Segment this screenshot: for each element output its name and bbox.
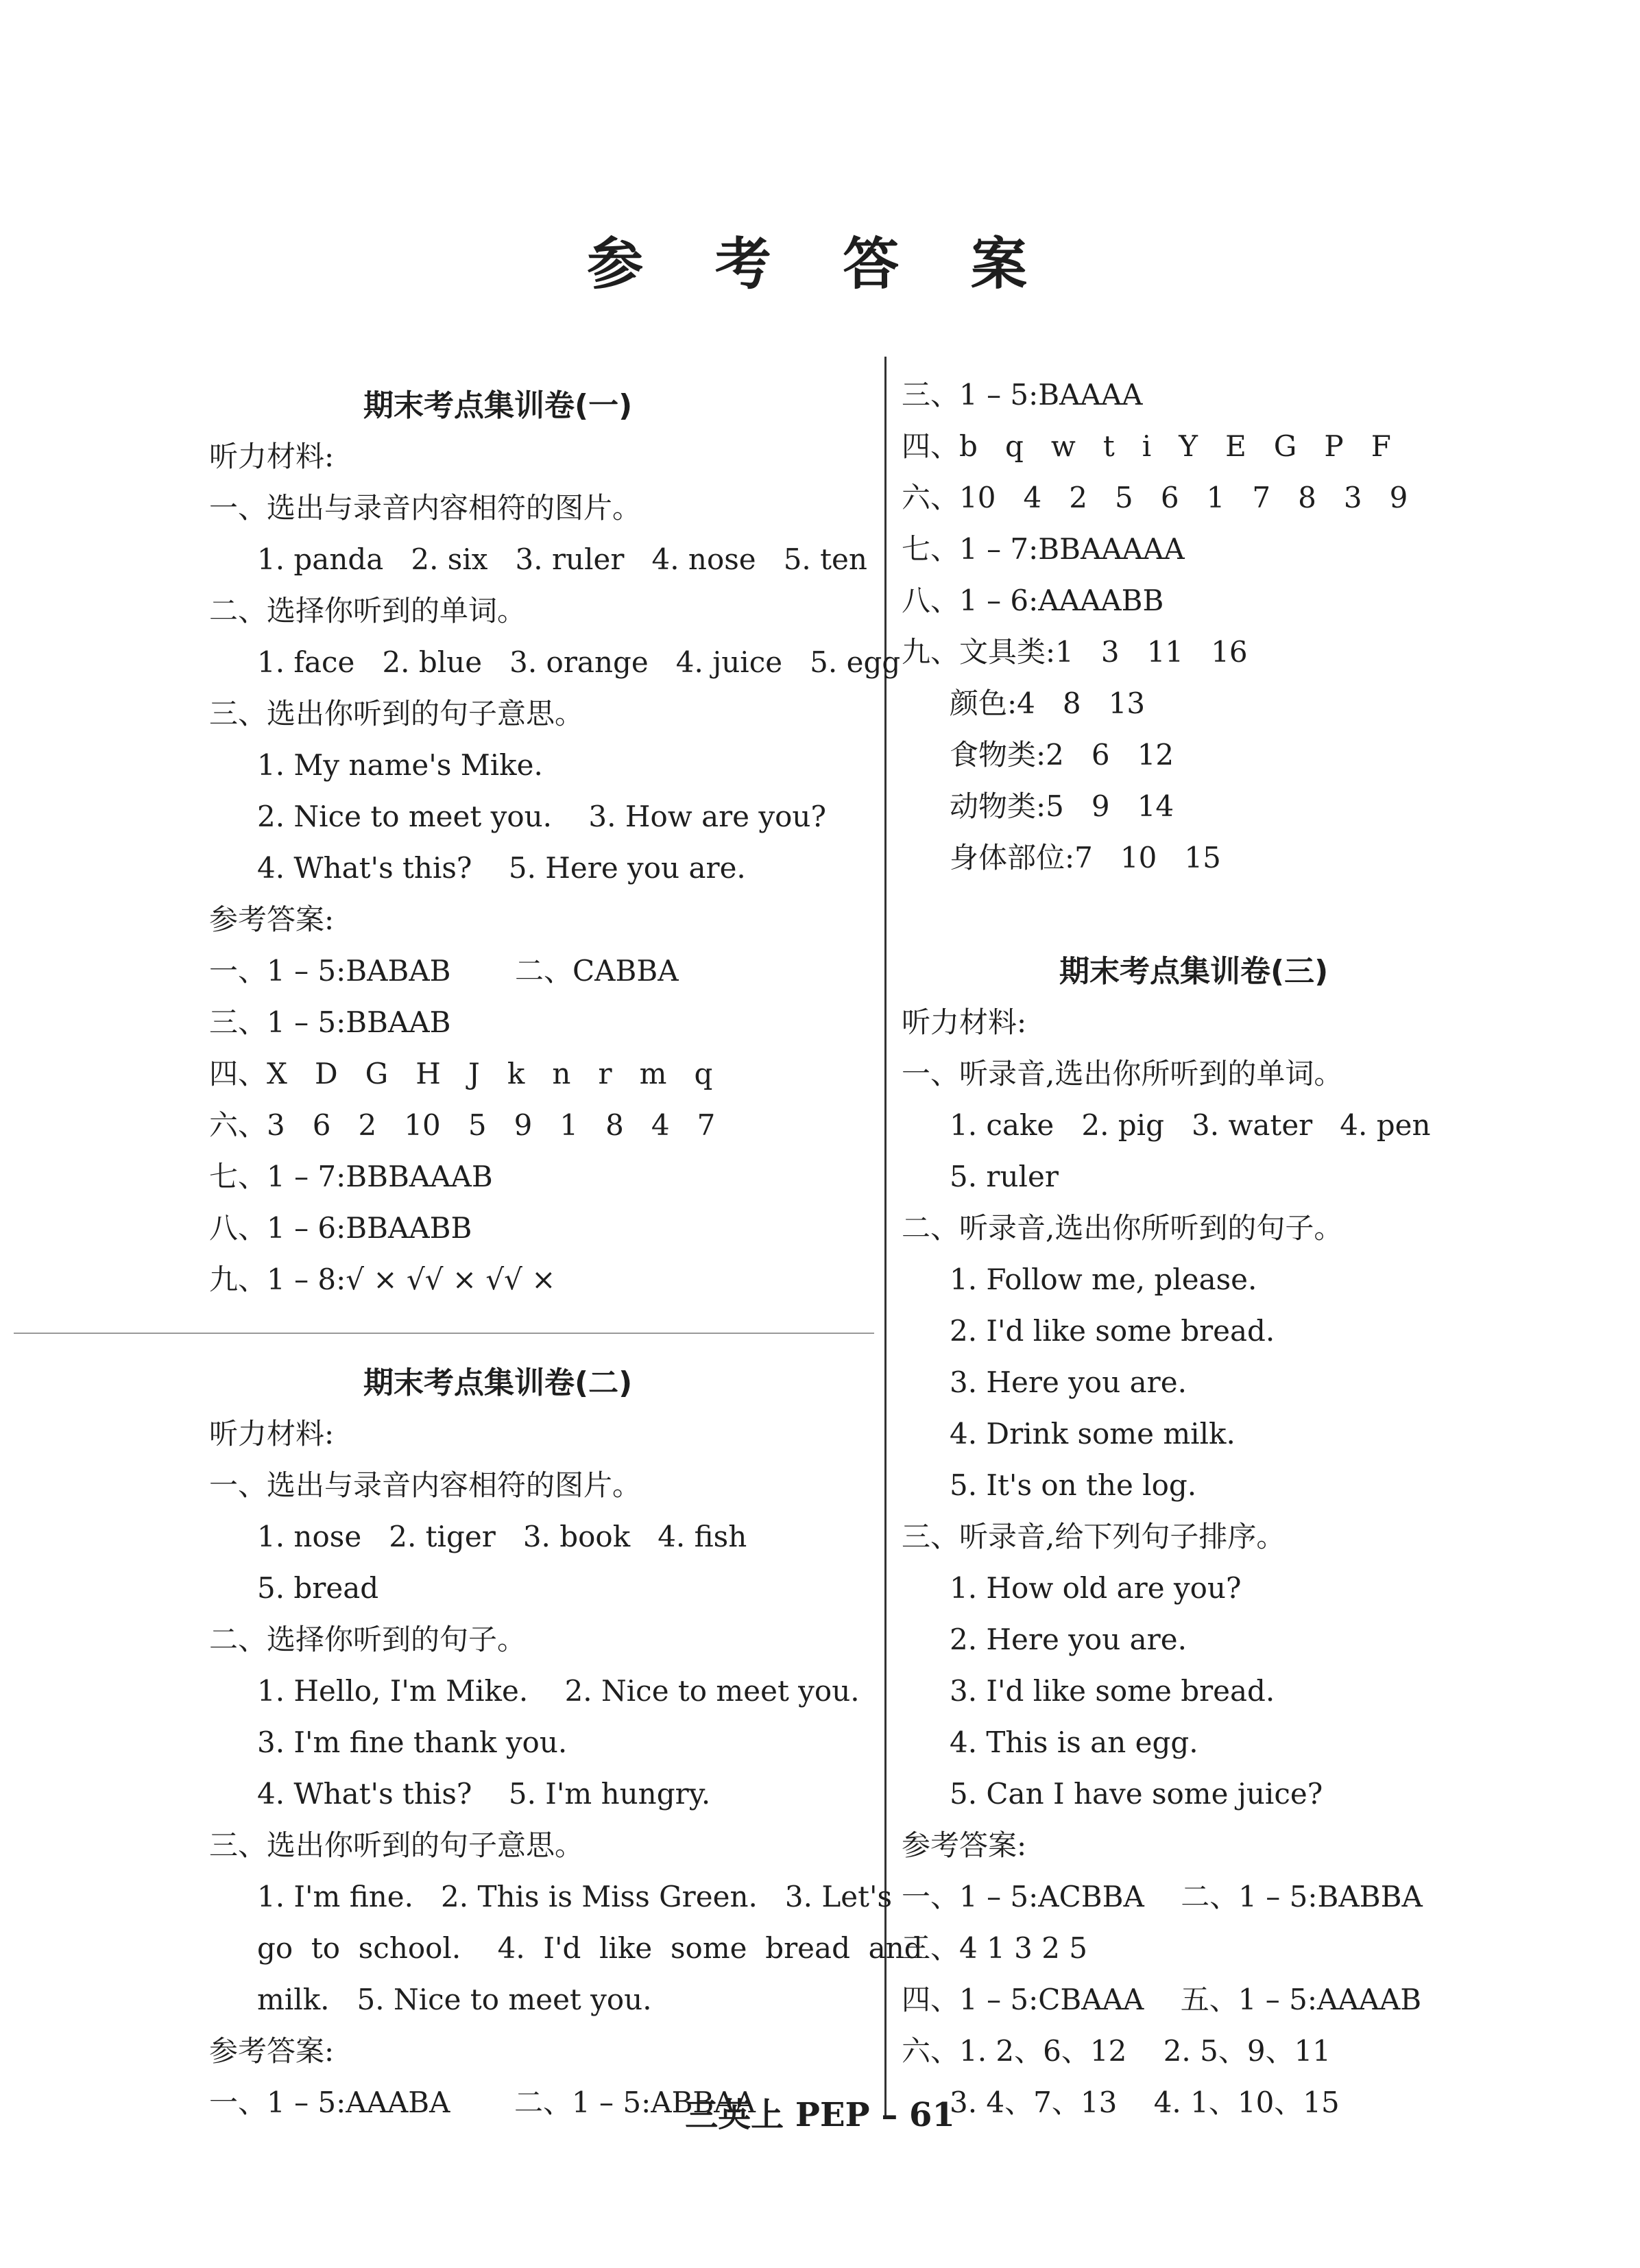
section-title-2: 期末考点集训卷(二) (363, 1365, 633, 1400)
text-line: 八、1 – 6:BBAABB (209, 1211, 472, 1245)
text-line: 5. ruler (950, 1160, 1059, 1193)
text-line: 听力材料: (209, 440, 335, 473)
text-line: 三、选出你听到的句子意思。 (209, 1828, 584, 1862)
text-line: 4. Drink some milk. (950, 1417, 1235, 1451)
text-line: 食物类:2 6 12 (950, 738, 1174, 772)
text-line: 二、选择你听到的句子。 (209, 1623, 527, 1656)
text-line: 九、文具类:1 3 11 16 (902, 635, 1248, 669)
text-line: 3. I'd like some bread. (950, 1674, 1275, 1708)
page-title: 参 考 答 案 (587, 232, 1053, 297)
text-line: 5. Can I have some juice? (950, 1777, 1323, 1811)
text-line: 一、选出与录音内容相符的图片。 (209, 1468, 642, 1502)
text-line: 九、1 – 8:√ × √√ × √√ × (209, 1263, 556, 1296)
text-line: 3. Here you are. (950, 1365, 1187, 1399)
text-line: 四、1 – 5:CBAAA 五、1 – 5:AAAAB (902, 1983, 1422, 2016)
text-line: 一、1 – 5:ACBBA 二、1 – 5:BABBA (902, 1880, 1423, 1913)
text-line: 3. 4、7、13 4. 1、10、15 (950, 2086, 1340, 2119)
text-line: 六、1. 2、6、12 2. 5、9、11 (902, 2034, 1331, 2068)
section-title-1: 期末考点集训卷(一) (363, 388, 633, 423)
text-line: 三、4 1 3 2 5 (902, 1931, 1088, 1965)
text-line: 七、1 – 7:BBBAAAB (209, 1160, 493, 1193)
text-line: 三、听录音,给下列句子排序。 (902, 1520, 1286, 1553)
text-line: 5. bread (257, 1571, 379, 1605)
text-line: 二、选择你听到的单词。 (209, 594, 527, 628)
text-line: 颜色:4 8 13 (950, 687, 1146, 720)
text-line: 二、听录音,选出你所听到的句子。 (902, 1211, 1343, 1245)
text-line: 听力材料: (902, 1005, 1027, 1039)
text-line: 1. Hello, I'm Mike. 2. Nice to meet you. (257, 1674, 860, 1708)
text-line: 听力材料: (209, 1417, 335, 1451)
column-divider (884, 357, 887, 2119)
text-line: 一、选出与录音内容相符的图片。 (209, 491, 642, 525)
text-line: 4. What's this? 5. I'm hungry. (257, 1777, 711, 1811)
text-line: 一、1 – 5:AAABA 二、1 – 5:ABBAA (209, 2086, 756, 2119)
text-line: 动物类:5 9 14 (950, 789, 1174, 823)
text-line: 身体部位:7 10 15 (950, 841, 1221, 874)
text-line: 1. panda 2. six 3. ruler 4. nose 5. ten (257, 542, 867, 576)
text-line: 2. Here you are. (950, 1623, 1187, 1656)
text-line: 八、1 – 6:AAAABB (902, 584, 1164, 617)
text-line: 参考答案: (902, 1828, 1027, 1862)
text-line: 5. It's on the log. (950, 1468, 1197, 1502)
text-line: 一、1 – 5:BABAB 二、CABBA (209, 954, 679, 988)
text-line: 六、3 6 2 10 5 9 1 8 4 7 (209, 1108, 716, 1142)
text-line: 3. I'm fine thank you. (257, 1726, 568, 1759)
text-line: 七、1 – 7:BBAAAAA (902, 532, 1185, 566)
text-line: 1. I'm fine. 2. This is Miss Green. 3. Let's (257, 1880, 893, 1913)
text-line: 1. Follow me, please. (950, 1263, 1257, 1296)
section-title-3: 期末考点集训卷(三) (1059, 954, 1329, 989)
text-line: 1. face 2. blue 3. orange 4. juice 5. egg (257, 645, 901, 679)
text-line: 参考答案: (209, 903, 335, 936)
text-line: 1. How old are you? (950, 1571, 1242, 1605)
text-line: 4. What's this? 5. Here you are. (257, 851, 746, 885)
text-line: 四、X D G H J k n r m q (209, 1057, 713, 1090)
text-line: 一、听录音,选出你所听到的单词。 (902, 1057, 1343, 1090)
text-line: 1. My name's Mike. (257, 748, 543, 782)
text-line: 4. This is an egg. (950, 1726, 1198, 1759)
section-divider (14, 1333, 874, 1334)
text-line: 三、1 – 5:BAAAA (902, 378, 1143, 411)
page-footer: 三英上 PEP – 61 (685, 2096, 955, 2134)
text-line: milk. 5. Nice to meet you. (257, 1983, 652, 2016)
text-line: 四、b q w t i Y E G P F (902, 429, 1391, 463)
text-line: 2. I'd like some bread. (950, 1314, 1275, 1348)
text-line: 1. nose 2. tiger 3. book 4. fish (257, 1520, 747, 1553)
text-line: 2. Nice to meet you. 3. How are you? (257, 800, 826, 833)
text-line: go to school. 4. I'd like some bread and (257, 1931, 923, 1965)
text-line: 三、选出你听到的句子意思。 (209, 697, 584, 730)
text-line: 参考答案: (209, 2034, 335, 2068)
text-line: 1. cake 2. pig 3. water 4. pen (950, 1108, 1431, 1142)
text-line: 六、10 4 2 5 6 1 7 8 3 9 (902, 481, 1408, 514)
text-line: 三、1 – 5:BBAAB (209, 1005, 451, 1039)
